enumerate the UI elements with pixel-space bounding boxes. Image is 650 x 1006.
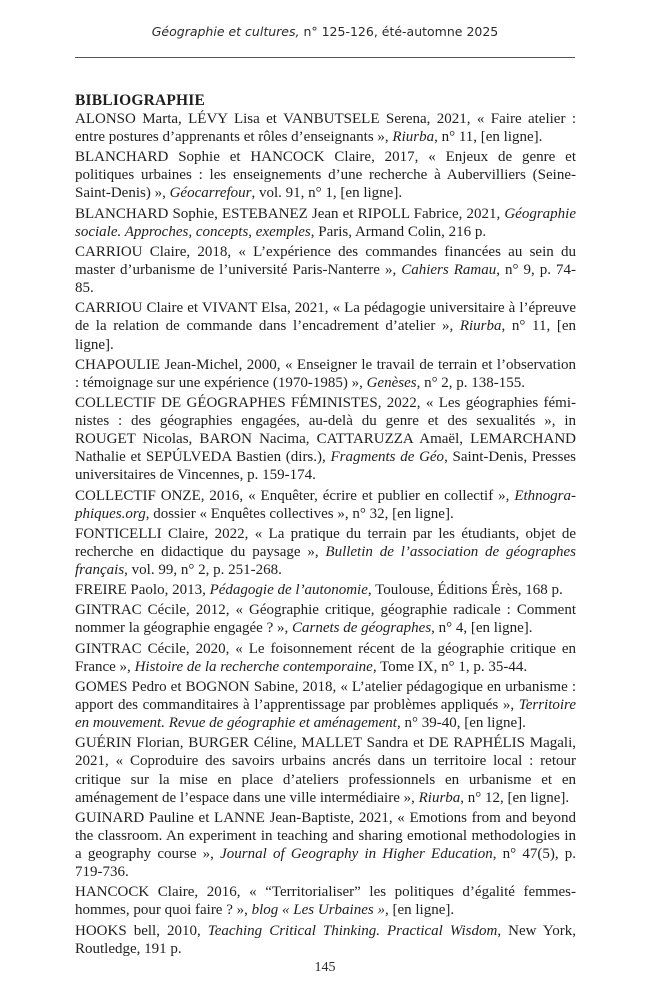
bibliography-list: [75, 110, 576, 958]
entry-text: GOMES Pedro et BOGNON Sabine, 2018, « L’atelier pédagogique en urbanisme : apport des commanditaires à l’apprentissage par problèmes appliqués »,: [75, 678, 576, 714]
bibliography-entry: [75, 922, 576, 958]
entry-text: , Toulouse, Éditions Érès, 168 p.: [367, 582, 563, 599]
entry-text: , [en ligne].: [384, 902, 455, 919]
entry-text: , n° 47(5), p. 719-736.: [75, 845, 577, 881]
entry-text: GUÉRIN Florian, BURGER Céline, MALLET Sandra et DE RAPHÉLIS Magali, 2021, « Coproduire des savoirs urbains ancrés dans un territoire local : retour critique sur la mise en place d’ateliers professionnels en urbanisme et en aménagement de l’espace dans une ville intermédiaire »,: [75, 735, 576, 806]
bibliography-entry: [75, 678, 576, 732]
entry-title-italic: Géocarrefour: [169, 185, 252, 202]
entry-title-italic: Histoire de la recherche contemporaine: [134, 658, 373, 675]
entry-text: COLLECTIF DE GÉOGRAPHES FÉMINISTES, 2022, « Les géographies féministes : des géographies engagées, au-delà du genre et des sexualités », in ROUGET Nicolas, BARON Nacima, CATTARUZZA Amaël, LEMARCHAND Nathalie et SEPÚLVEDA Bastien (dirs.),: [75, 394, 576, 466]
entry-text: n° 9, p. 74-85.: [75, 262, 577, 297]
entry-text: , Saint-Denis, Presses universitaires de Vincennes, p. 159-174.: [75, 449, 576, 484]
entry-title-italic: Géographie sociale. Approches, concepts, exemples: [75, 205, 576, 240]
entry-title-italic: Genèses: [366, 374, 417, 391]
bibliography-entry: [75, 601, 576, 637]
entry-title-italic: Bulletin de l’association de géographes français: [75, 543, 576, 578]
entry-text: , vol. 99, n° 2, p. 251-268.: [124, 562, 282, 578]
entry-title-italic: Carnets de géographes: [292, 620, 432, 637]
entry-text: HOOKS bell, 2010,: [75, 922, 208, 939]
entry-text: , n° 39-40, [en ligne].: [396, 715, 526, 732]
entry-title-italic: Ethnographiques.org: [75, 487, 576, 522]
entry-text: FREIRE Paolo, 2013,: [75, 582, 210, 599]
entry-text: FONTICELLI Claire, 2022, « La pratique du terrain par les étudiants, objet de recherche en didactique du paysage »,: [75, 525, 576, 560]
entry-text: CARRIOU Claire, 2018, « L’expérience des commandes financées au sein du master d’urbanisme de l’université Paris-Nanterre »,: [75, 243, 576, 279]
bibliography-entry: [75, 809, 576, 881]
entry-title-italic: Cahiers Ramau,: [401, 262, 500, 279]
entry-text: CHAPOULIE Jean-Michel, 2000, « Enseigner le travail de terrain et l’observation : témoignage sur une expérience (1970-1985) »,: [75, 356, 576, 391]
entry-text: GINTRAC Cécile, 2012, « Géographie critique, géographie radicale : Comment nommer la géographie engagée ? »,: [75, 602, 576, 637]
entry-title-italic: Riurba: [392, 129, 435, 146]
entry-text: COLLECTIF ONZE, 2016, « Enquêter, écrire et publier en collectif »,: [75, 487, 515, 504]
bibliography-entry: [75, 299, 576, 353]
entry-text: , Tome IX, n° 1, p. 35-44.: [372, 658, 528, 675]
entry-text: GUINARD Pauline et LANNE Jean-Baptiste, 2021, « Emotions from and beyond the classroom. An experiment in teaching and sharing emotional methodologies in a geography course »,: [75, 809, 576, 862]
bibliography-entry: [75, 734, 576, 806]
bibliography-entry: [75, 243, 576, 297]
entry-text: , n° 11, [en ligne].: [434, 129, 543, 146]
entry-text: BLANCHARD Sophie et HANCOCK Claire, 2017, « Enjeux de genre et politiques urbaines : les enseignements d’une recherche à Aubervilliers (Seine-Saint-Denis) »,: [75, 149, 576, 202]
entry-text: ALONSO Marta, LÉVY Lisa et VANBUTSELE Serena, 2021, « Faire atelier : entre postures d’apprenants et rôles d’enseignants »,: [75, 111, 576, 146]
bibliography-section: [75, 92, 576, 960]
bibliography-entry: [75, 487, 576, 523]
entry-title-italic: Riurba: [418, 789, 461, 806]
entry-title-italic: Pédagogie de l’autonomie: [209, 582, 368, 599]
bibliography-entry: [75, 394, 576, 484]
header-rule: [75, 57, 575, 58]
entry-title-italic: blog « Les Urbaines »: [251, 902, 385, 919]
bibliography-entry: [75, 581, 576, 599]
entry-text: CARRIOU Claire et VIVANT Elsa, 2021, « La pédagogie universitaire à l’épreuve de la relation de commande dans l’encadrement d’atelier »,: [75, 300, 576, 335]
entry-title-italic: Riurba: [459, 318, 502, 335]
journal-title: Géographie et cultures,: [151, 24, 300, 39]
running-header: [75, 24, 575, 39]
entry-title-italic: Teaching Critical Thinking. Practical Wisdom: [207, 922, 498, 939]
entry-text: , n° 2, p. 138-155.: [416, 374, 526, 391]
issue-info: n° 125-126, été-automne 2025: [299, 24, 499, 39]
entry-text: GINTRAC Cécile, 2020, « Le foisonnement récent de la géographie critique en France »,: [75, 640, 576, 675]
entry-title-italic: Fragments de Géo: [330, 449, 445, 466]
entry-text: , n° 4, [en ligne].: [431, 620, 533, 637]
entry-text: HANCOCK Claire, 2016, « “Territorialiser” les politiques d’égalité femmes-hommes, pour quoi faire ? »,: [75, 884, 576, 919]
page-number: 145: [314, 960, 336, 975]
bibliography-entry: [75, 525, 576, 579]
bibliography-entry: [75, 205, 576, 241]
entry-text: , Paris, Armand Colin, 216 p.: [310, 223, 487, 240]
entry-title-italic: Territoire en mouvement. Revue de géographie et aménagement: [75, 697, 576, 732]
entry-text: , n° 11, [en ligne].: [75, 318, 576, 353]
entry-text: , dossier « Enquêtes collectives », n° 32, [en ligne].: [145, 505, 454, 522]
entry-text: , vol. 91, n° 1, [en ligne].: [251, 185, 403, 202]
entry-text: BLANCHARD Sophie, ESTEBANEZ Jean et RIPOLL Fabrice, 2021,: [75, 205, 505, 222]
section-heading: BIBLIOGRAPHIE: [75, 92, 206, 109]
bibliography-entry: [75, 640, 576, 676]
entry-title-italic: Journal of Geography in Higher Education: [220, 845, 493, 862]
entry-text: , New York, Routledge, 191 p.: [75, 922, 576, 957]
bibliography-entry: [75, 356, 576, 392]
bibliography-entry: [75, 883, 576, 919]
bibliography-entry: [75, 148, 576, 202]
entry-text: , n° 12, [en ligne].: [460, 789, 570, 806]
bibliography-entry: [75, 110, 576, 146]
